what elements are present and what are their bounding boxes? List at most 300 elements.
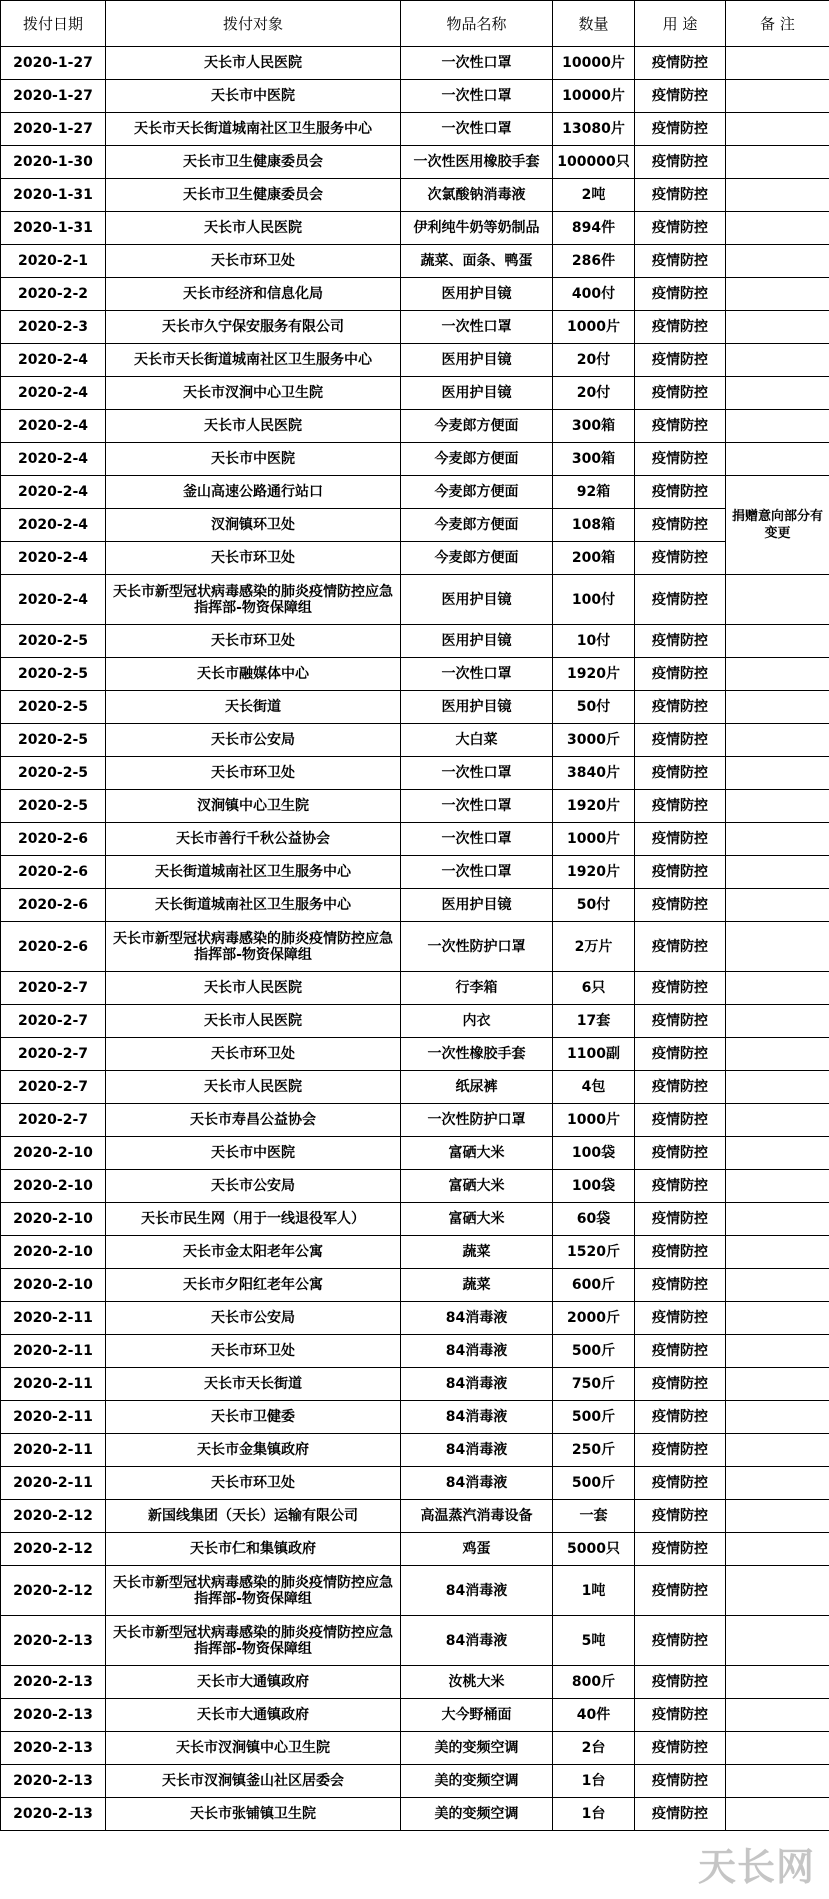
cell-date: 2020-2-11 <box>1 1401 106 1434</box>
cell-note <box>726 1005 829 1038</box>
cell-item: 一次性口罩 <box>401 658 553 691</box>
cell-target: 天长市人民医院 <box>106 47 401 80</box>
cell-item: 84消毒液 <box>401 1467 553 1500</box>
cell-target: 天长市环卫处 <box>106 245 401 278</box>
table-row <box>1 1104 829 1137</box>
table-row <box>1 856 829 889</box>
cell-item: 一次性口罩 <box>401 856 553 889</box>
cell-date: 2020-2-6 <box>1 889 106 922</box>
cell-use: 疫情防控 <box>635 1170 726 1203</box>
cell-use: 疫情防控 <box>635 724 726 757</box>
cell-target: 天长市环卫处 <box>106 1467 401 1500</box>
cell-note <box>726 691 829 724</box>
cell-date: 2020-2-5 <box>1 724 106 757</box>
cell-date: 2020-2-12 <box>1 1566 106 1616</box>
cell-use: 疫情防控 <box>635 1335 726 1368</box>
cell-quantity: 1920片 <box>553 856 635 889</box>
cell-item: 蔬菜 <box>401 1269 553 1302</box>
cell-item: 美的变频空调 <box>401 1798 553 1831</box>
cell-note <box>726 344 829 377</box>
cell-date: 2020-1-31 <box>1 179 106 212</box>
cell-item: 84消毒液 <box>401 1368 553 1401</box>
cell-target: 天长市新型冠状病毒感染的肺炎疫情防控应急指挥部-物资保障组 <box>106 1616 401 1666</box>
cell-note <box>726 1335 829 1368</box>
cell-use: 疫情防控 <box>635 47 726 80</box>
table-row <box>1 113 829 146</box>
table-row <box>1 1401 829 1434</box>
cell-target: 天长市经济和信息化局 <box>106 278 401 311</box>
cell-note <box>726 1699 829 1732</box>
cell-quantity: 1000片 <box>553 1104 635 1137</box>
cell-target: 天长市寿昌公益协会 <box>106 1104 401 1137</box>
cell-quantity: 894件 <box>553 212 635 245</box>
table-row <box>1 1616 829 1666</box>
cell-target: 天长市公安局 <box>106 724 401 757</box>
cell-target: 天长街道城南社区卫生服务中心 <box>106 856 401 889</box>
cell-item: 一次性口罩 <box>401 790 553 823</box>
cell-target: 天长市大通镇政府 <box>106 1699 401 1732</box>
cell-item: 一次性口罩 <box>401 80 553 113</box>
table-row <box>1 1302 829 1335</box>
cell-item: 今麦郎方便面 <box>401 476 553 509</box>
table-row <box>1 80 829 113</box>
cell-target: 天长市民生网（用于一线退役军人） <box>106 1203 401 1236</box>
cell-target: 天长市人民医院 <box>106 410 401 443</box>
cell-quantity: 5000只 <box>553 1533 635 1566</box>
cell-target: 天长市汊涧镇中心卫生院 <box>106 1732 401 1765</box>
cell-date: 2020-2-4 <box>1 542 106 575</box>
cell-note <box>726 212 829 245</box>
table-row <box>1 757 829 790</box>
cell-use: 疫情防控 <box>635 972 726 1005</box>
cell-date: 2020-2-5 <box>1 757 106 790</box>
cell-note <box>726 823 829 856</box>
cell-date: 2020-2-4 <box>1 410 106 443</box>
cell-use: 疫情防控 <box>635 1203 726 1236</box>
cell-quantity: 500斤 <box>553 1467 635 1500</box>
cell-item: 一次性医用橡胶手套 <box>401 146 553 179</box>
cell-use: 疫情防控 <box>635 922 726 972</box>
cell-date: 2020-2-10 <box>1 1203 106 1236</box>
cell-date: 2020-2-10 <box>1 1269 106 1302</box>
header-use: 用 途 <box>635 1 726 47</box>
cell-quantity: 300箱 <box>553 410 635 443</box>
cell-item: 医用护目镜 <box>401 278 553 311</box>
cell-date: 2020-2-10 <box>1 1236 106 1269</box>
cell-use: 疫情防控 <box>635 1666 726 1699</box>
cell-use: 疫情防控 <box>635 1104 726 1137</box>
cell-item: 84消毒液 <box>401 1401 553 1434</box>
cell-date: 2020-2-3 <box>1 311 106 344</box>
cell-note <box>726 245 829 278</box>
cell-note <box>726 658 829 691</box>
cell-quantity: 2吨 <box>553 179 635 212</box>
cell-date: 2020-1-27 <box>1 47 106 80</box>
cell-item: 医用护目镜 <box>401 691 553 724</box>
cell-note <box>726 1401 829 1434</box>
cell-quantity: 20付 <box>553 377 635 410</box>
cell-target: 天长市人民医院 <box>106 212 401 245</box>
cell-quantity: 500斤 <box>553 1335 635 1368</box>
cell-quantity: 40件 <box>553 1699 635 1732</box>
cell-quantity: 1台 <box>553 1798 635 1831</box>
cell-use: 疫情防控 <box>635 658 726 691</box>
cell-date: 2020-2-11 <box>1 1368 106 1401</box>
table-body <box>1 47 829 1831</box>
header-note: 备 注 <box>726 1 829 47</box>
cell-target: 天长市融媒体中心 <box>106 658 401 691</box>
cell-quantity: 108箱 <box>553 509 635 542</box>
table-row <box>1 1038 829 1071</box>
table-row <box>1 1566 829 1616</box>
cell-note <box>726 1566 829 1616</box>
cell-item: 一次性口罩 <box>401 757 553 790</box>
cell-use: 疫情防控 <box>635 823 726 856</box>
cell-use: 疫情防控 <box>635 80 726 113</box>
cell-note <box>726 1104 829 1137</box>
cell-quantity: 5吨 <box>553 1616 635 1666</box>
cell-quantity: 50付 <box>553 691 635 724</box>
cell-note <box>726 443 829 476</box>
table-row <box>1 1269 829 1302</box>
cell-use: 疫情防控 <box>635 278 726 311</box>
cell-quantity: 750斤 <box>553 1368 635 1401</box>
cell-quantity: 60袋 <box>553 1203 635 1236</box>
table-row <box>1 212 829 245</box>
cell-date: 2020-2-10 <box>1 1137 106 1170</box>
cell-date: 2020-2-13 <box>1 1699 106 1732</box>
cell-quantity: 250斤 <box>553 1434 635 1467</box>
table-row <box>1 344 829 377</box>
cell-quantity: 10000片 <box>553 47 635 80</box>
cell-date: 2020-2-7 <box>1 1071 106 1104</box>
table-row <box>1 1699 829 1732</box>
cell-target: 天长市环卫处 <box>106 757 401 790</box>
cell-target: 天长市环卫处 <box>106 1335 401 1368</box>
cell-date: 2020-2-7 <box>1 972 106 1005</box>
cell-target: 天长街道 <box>106 691 401 724</box>
cell-target: 天长市张铺镇卫生院 <box>106 1798 401 1831</box>
cell-item: 一次性口罩 <box>401 311 553 344</box>
cell-note <box>726 146 829 179</box>
cell-target: 釜山高速公路通行站口 <box>106 476 401 509</box>
table-row <box>1 245 829 278</box>
header-item: 物品名称 <box>401 1 553 47</box>
cell-use: 疫情防控 <box>635 790 726 823</box>
cell-note <box>726 889 829 922</box>
cell-use: 疫情防控 <box>635 856 726 889</box>
cell-quantity: 1920片 <box>553 658 635 691</box>
cell-item: 美的变频空调 <box>401 1765 553 1798</box>
table-row <box>1 658 829 691</box>
cell-target: 天长市中医院 <box>106 80 401 113</box>
cell-date: 2020-2-11 <box>1 1467 106 1500</box>
table-row <box>1 1203 829 1236</box>
cell-item: 大今野桶面 <box>401 1699 553 1732</box>
cell-note <box>726 1368 829 1401</box>
cell-item: 医用护目镜 <box>401 625 553 658</box>
cell-item: 一次性口罩 <box>401 47 553 80</box>
table-row <box>1 790 829 823</box>
cell-item: 医用护目镜 <box>401 377 553 410</box>
cell-item: 一次性橡胶手套 <box>401 1038 553 1071</box>
cell-use: 疫情防控 <box>635 691 726 724</box>
cell-use: 疫情防控 <box>635 625 726 658</box>
cell-date: 2020-2-1 <box>1 245 106 278</box>
cell-date: 2020-2-5 <box>1 658 106 691</box>
cell-date: 2020-2-4 <box>1 344 106 377</box>
table-row <box>1 1467 829 1500</box>
table-row <box>1 972 829 1005</box>
table-row <box>1 1500 829 1533</box>
cell-quantity: 600斤 <box>553 1269 635 1302</box>
cell-note <box>726 757 829 790</box>
cell-use: 疫情防控 <box>635 1765 726 1798</box>
cell-note <box>726 1170 829 1203</box>
table-row <box>1 1533 829 1566</box>
cell-note <box>726 1666 829 1699</box>
cell-target: 天长市公安局 <box>106 1170 401 1203</box>
cell-note <box>726 1732 829 1765</box>
table-row <box>1 1236 829 1269</box>
table-row <box>1 1335 829 1368</box>
table-row <box>1 575 829 625</box>
cell-target: 天长市汊涧中心卫生院 <box>106 377 401 410</box>
cell-date: 2020-2-13 <box>1 1765 106 1798</box>
cell-use: 疫情防控 <box>635 542 726 575</box>
cell-date: 2020-1-30 <box>1 146 106 179</box>
cell-date: 2020-2-4 <box>1 443 106 476</box>
cell-use: 疫情防控 <box>635 344 726 377</box>
cell-note <box>726 80 829 113</box>
cell-use: 疫情防控 <box>635 443 726 476</box>
cell-use: 疫情防控 <box>635 146 726 179</box>
cell-date: 2020-1-27 <box>1 113 106 146</box>
cell-target: 天长市环卫处 <box>106 1038 401 1071</box>
cell-note <box>726 1071 829 1104</box>
cell-use: 疫情防控 <box>635 509 726 542</box>
table-row <box>1 823 829 856</box>
cell-target: 天长市中医院 <box>106 443 401 476</box>
cell-item: 伊利纯牛奶等奶制品 <box>401 212 553 245</box>
cell-note <box>726 1500 829 1533</box>
cell-date: 2020-2-7 <box>1 1038 106 1071</box>
cell-note <box>726 972 829 1005</box>
cell-target: 天长市天长街道城南社区卫生服务中心 <box>106 344 401 377</box>
cell-target: 汊涧镇环卫处 <box>106 509 401 542</box>
cell-use: 疫情防控 <box>635 1236 726 1269</box>
header-quantity: 数量 <box>553 1 635 47</box>
table-row <box>1 1071 829 1104</box>
cell-quantity: 100袋 <box>553 1137 635 1170</box>
cell-use: 疫情防控 <box>635 1566 726 1616</box>
cell-target: 天长市夕阳红老年公寓 <box>106 1269 401 1302</box>
cell-quantity: 500斤 <box>553 1401 635 1434</box>
cell-target: 天长市环卫处 <box>106 542 401 575</box>
cell-use: 疫情防控 <box>635 1401 726 1434</box>
cell-use: 疫情防控 <box>635 1616 726 1666</box>
cell-quantity: 3840片 <box>553 757 635 790</box>
cell-note <box>726 1137 829 1170</box>
table-row <box>1 1798 829 1831</box>
cell-quantity: 2000斤 <box>553 1302 635 1335</box>
cell-target: 新国线集团（天长）运输有限公司 <box>106 1500 401 1533</box>
cell-item: 一次性口罩 <box>401 823 553 856</box>
cell-quantity: 1000片 <box>553 823 635 856</box>
table-row <box>1 509 829 542</box>
cell-quantity: 4包 <box>553 1071 635 1104</box>
cell-target: 汊涧镇中心卫生院 <box>106 790 401 823</box>
cell-date: 2020-2-4 <box>1 575 106 625</box>
cell-item: 今麦郎方便面 <box>401 443 553 476</box>
cell-target: 天长市卫健委 <box>106 1401 401 1434</box>
cell-date: 2020-2-7 <box>1 1005 106 1038</box>
cell-use: 疫情防控 <box>635 1732 726 1765</box>
cell-note <box>726 1467 829 1500</box>
cell-target: 天长市金集镇政府 <box>106 1434 401 1467</box>
cell-note <box>726 113 829 146</box>
cell-use: 疫情防控 <box>635 889 726 922</box>
cell-quantity: 286件 <box>553 245 635 278</box>
cell-date: 2020-2-5 <box>1 625 106 658</box>
cell-quantity: 13080片 <box>553 113 635 146</box>
cell-target: 天长市新型冠状病毒感染的肺炎疫情防控应急指挥部-物资保障组 <box>106 922 401 972</box>
cell-use: 疫情防控 <box>635 1500 726 1533</box>
cell-quantity: 800斤 <box>553 1666 635 1699</box>
cell-target: 天长市人民医院 <box>106 972 401 1005</box>
cell-item: 美的变频空调 <box>401 1732 553 1765</box>
cell-target: 天长市金太阳老年公寓 <box>106 1236 401 1269</box>
cell-item: 今麦郎方便面 <box>401 410 553 443</box>
cell-use: 疫情防控 <box>635 1038 726 1071</box>
cell-note <box>726 1616 829 1666</box>
cell-quantity: 400付 <box>553 278 635 311</box>
cell-date: 2020-1-31 <box>1 212 106 245</box>
cell-date: 2020-2-11 <box>1 1335 106 1368</box>
cell-note <box>726 1765 829 1798</box>
table-row <box>1 179 829 212</box>
cell-quantity: 100付 <box>553 575 635 625</box>
cell-target: 天长市卫生健康委员会 <box>106 146 401 179</box>
cell-date: 2020-2-5 <box>1 691 106 724</box>
cell-date: 2020-2-10 <box>1 1170 106 1203</box>
cell-date: 2020-2-12 <box>1 1500 106 1533</box>
cell-target: 天长市新型冠状病毒感染的肺炎疫情防控应急指挥部-物资保障组 <box>106 1566 401 1616</box>
cell-item: 今麦郎方便面 <box>401 509 553 542</box>
table-row <box>1 476 829 509</box>
cell-quantity: 1台 <box>553 1765 635 1798</box>
cell-quantity: 3000斤 <box>553 724 635 757</box>
cell-use: 疫情防控 <box>635 1434 726 1467</box>
cell-use: 疫情防控 <box>635 212 726 245</box>
table-row <box>1 1732 829 1765</box>
cell-target: 天长街道城南社区卫生服务中心 <box>106 889 401 922</box>
cell-target: 天长市汊涧镇釜山社区居委会 <box>106 1765 401 1798</box>
cell-target: 天长市善行千秋公益协会 <box>106 823 401 856</box>
cell-note <box>726 625 829 658</box>
cell-use: 疫情防控 <box>635 757 726 790</box>
table-row <box>1 377 829 410</box>
cell-item: 蔬菜、面条、鸭蛋 <box>401 245 553 278</box>
cell-quantity: 300箱 <box>553 443 635 476</box>
cell-quantity: 17套 <box>553 1005 635 1038</box>
table-header <box>1 1 829 47</box>
cell-use: 疫情防控 <box>635 245 726 278</box>
table-row <box>1 1005 829 1038</box>
cell-item: 84消毒液 <box>401 1335 553 1368</box>
cell-date: 2020-2-13 <box>1 1798 106 1831</box>
cell-quantity: 2台 <box>553 1732 635 1765</box>
cell-date: 2020-2-12 <box>1 1533 106 1566</box>
cell-note <box>726 179 829 212</box>
cell-use: 疫情防控 <box>635 1368 726 1401</box>
table-row <box>1 542 829 575</box>
cell-use: 疫情防控 <box>635 1071 726 1104</box>
cell-item: 一次性口罩 <box>401 113 553 146</box>
cell-item: 富硒大米 <box>401 1137 553 1170</box>
cell-quantity: 100000只 <box>553 146 635 179</box>
cell-target: 天长市久宁保安服务有限公司 <box>106 311 401 344</box>
cell-item: 84消毒液 <box>401 1566 553 1616</box>
cell-item: 84消毒液 <box>401 1302 553 1335</box>
cell-date: 2020-2-6 <box>1 922 106 972</box>
cell-note <box>726 790 829 823</box>
cell-quantity: 1000片 <box>553 311 635 344</box>
table-row <box>1 146 829 179</box>
table-row <box>1 1170 829 1203</box>
cell-item: 大白菜 <box>401 724 553 757</box>
cell-use: 疫情防控 <box>635 113 726 146</box>
cell-note <box>726 1434 829 1467</box>
cell-item: 富硒大米 <box>401 1203 553 1236</box>
cell-item: 医用护目镜 <box>401 575 553 625</box>
cell-use: 疫情防控 <box>635 1005 726 1038</box>
cell-item: 富硒大米 <box>401 1170 553 1203</box>
cell-item: 内衣 <box>401 1005 553 1038</box>
cell-date: 2020-2-7 <box>1 1104 106 1137</box>
cell-target: 天长市中医院 <box>106 1137 401 1170</box>
cell-quantity: 1520斤 <box>553 1236 635 1269</box>
cell-item: 医用护目镜 <box>401 344 553 377</box>
cell-date: 2020-2-4 <box>1 377 106 410</box>
cell-date: 2020-2-11 <box>1 1302 106 1335</box>
cell-note <box>726 1533 829 1566</box>
table-row <box>1 1368 829 1401</box>
cell-date: 2020-2-6 <box>1 856 106 889</box>
cell-use: 疫情防控 <box>635 1798 726 1831</box>
cell-quantity: 100袋 <box>553 1170 635 1203</box>
cell-use: 疫情防控 <box>635 575 726 625</box>
table-row <box>1 410 829 443</box>
table-row <box>1 311 829 344</box>
cell-quantity: 6只 <box>553 972 635 1005</box>
cell-note <box>726 1236 829 1269</box>
cell-note <box>726 47 829 80</box>
table-row <box>1 1765 829 1798</box>
cell-date: 2020-2-6 <box>1 823 106 856</box>
cell-date: 2020-2-13 <box>1 1616 106 1666</box>
cell-quantity: 一套 <box>553 1500 635 1533</box>
table-row <box>1 278 829 311</box>
cell-quantity: 20付 <box>553 344 635 377</box>
cell-note <box>726 724 829 757</box>
cell-quantity: 2万片 <box>553 922 635 972</box>
cell-note <box>726 856 829 889</box>
table-row <box>1 1666 829 1699</box>
cell-target: 天长市仁和集镇政府 <box>106 1533 401 1566</box>
cell-note <box>726 1038 829 1071</box>
cell-use: 疫情防控 <box>635 410 726 443</box>
